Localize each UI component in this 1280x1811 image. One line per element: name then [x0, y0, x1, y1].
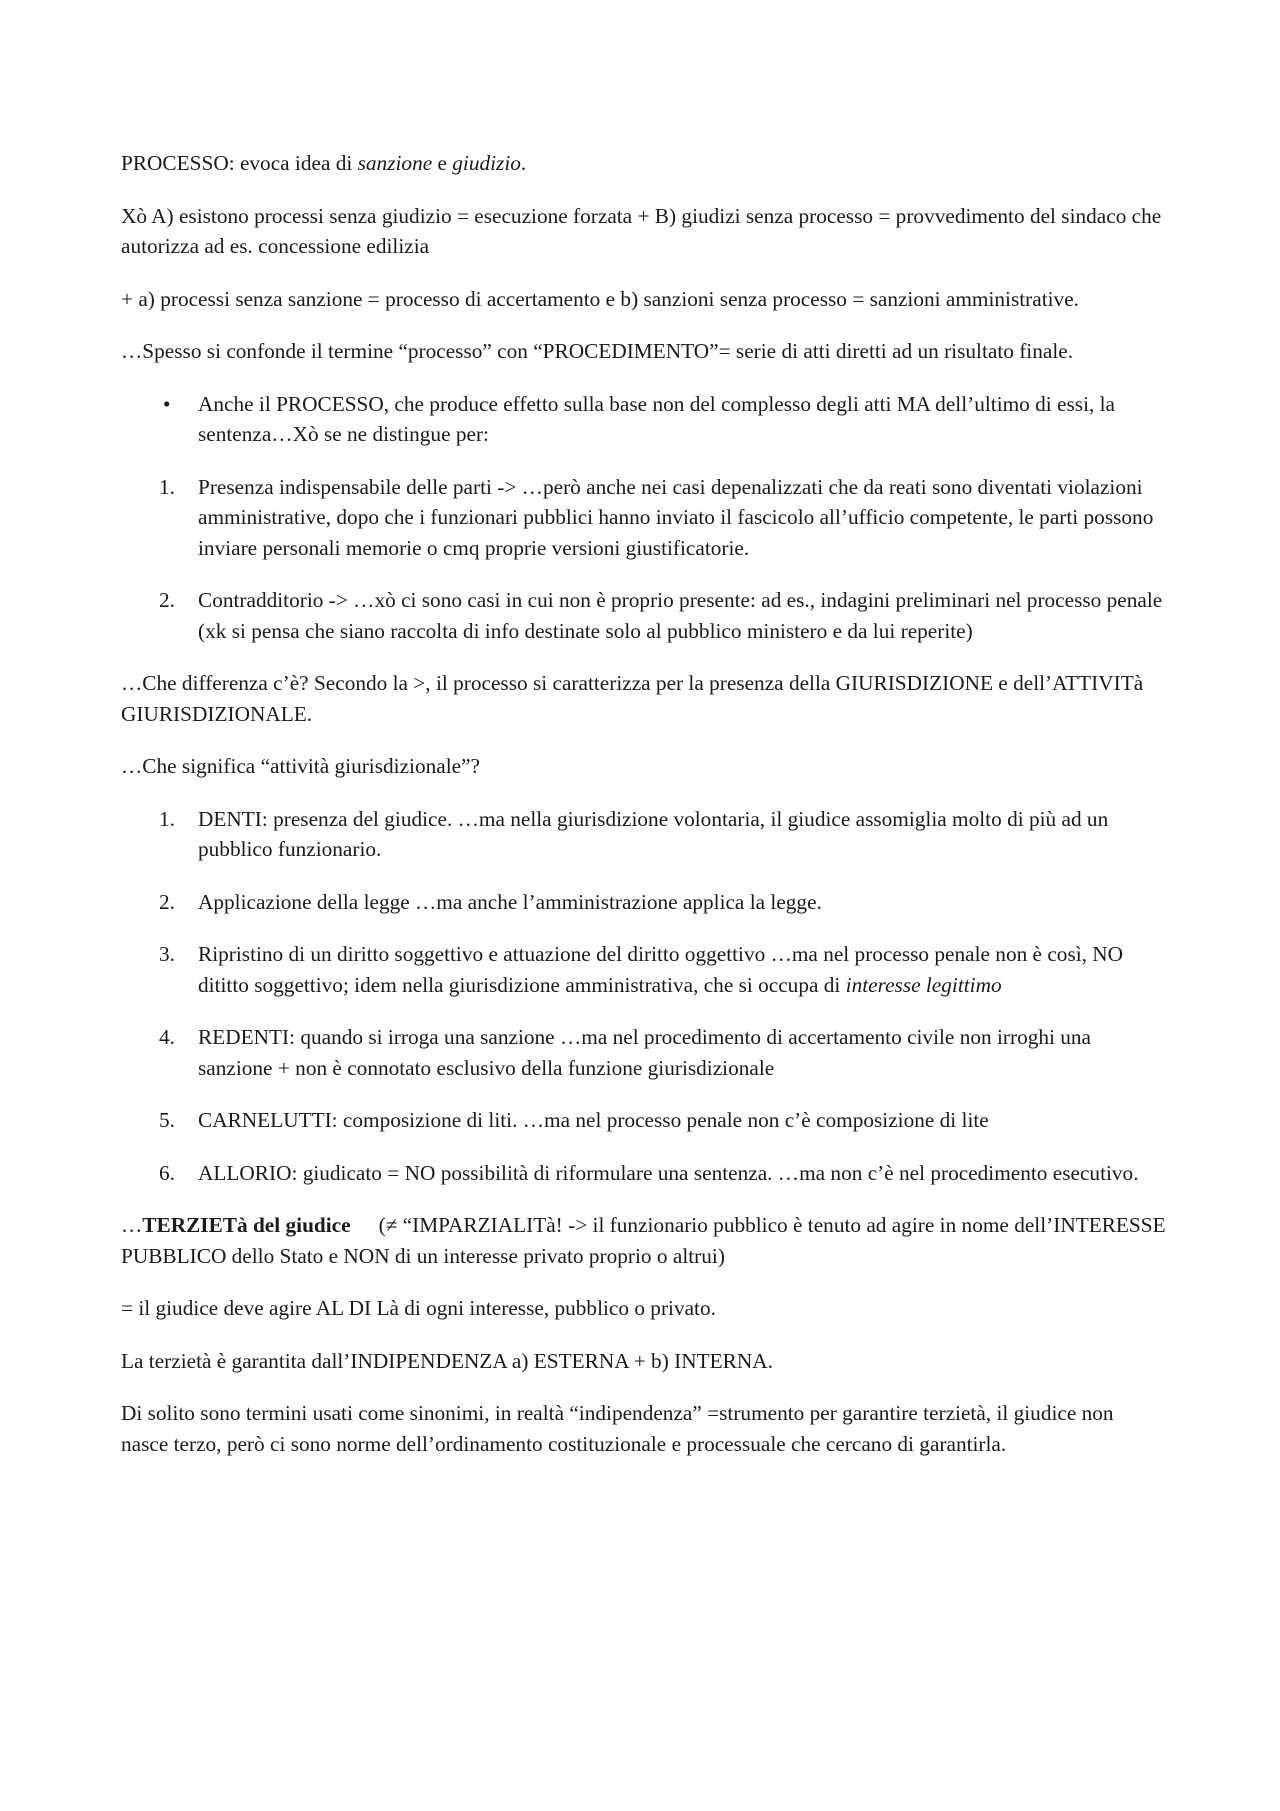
list-item-text: Presenza indispensabile delle parti -> …però anche nei casi depenalizzati che da reati sono diventati violazioni amministrative, dopo che i funzionari pubblici hanno inviato il fascicolo all’ufficio competente, le parti possono inviare personali memorie o cmq proprie versioni giustificatorie.: [198, 474, 1154, 560]
list-item-text: Applicazione della legge …ma anche l’amministrazione applica la legge.: [198, 889, 822, 914]
list-item: [121, 389, 1166, 450]
list-number: 1.: [159, 806, 175, 831]
numbered-list-theories: [121, 804, 1166, 1189]
list-item-text: Contradditorio -> …xò ci sono casi in cui non è proprio presente: ad es., indagini preliminari nel processo penale (xk si pensa che siano raccolta di info destinate solo al pubblico ministero e da lui reperite): [198, 588, 1163, 643]
text-run: (≠ “IMPARZIALITà! -> il funzionario pubblico è tenuto ad agire in nome dell’INTERESSE PUBBLICO dello Stato e NON di un interesse privato proprio o altrui): [121, 1213, 1166, 1268]
italic-interesse-legittimo: interesse legittimo: [845, 972, 1002, 997]
list-item: [121, 1022, 1166, 1083]
paragraph-sanzione: + a) processi senza sanzione = processo di accertamento e b) sanzioni senza processo = sanzioni amministrative.: [121, 286, 1079, 311]
list-item: [121, 585, 1166, 646]
list-item: [121, 804, 1166, 865]
text-run: .: [520, 151, 527, 175]
list-number: 6.: [159, 1160, 175, 1185]
list-item-text: Anche il PROCESSO, che produce effetto sulla base non del complesso degli atti MA dell’ultimo di essi, la sentenza…Xò se ne distingue per:: [198, 391, 1116, 446]
paragraph-terzieta: [121, 1210, 1166, 1271]
list-number: 1.: [159, 474, 175, 499]
list-number: 4.: [159, 1025, 175, 1049]
numbered-list-distinctions: [121, 472, 1166, 647]
bold-terzieta: TERZIETà del giudice: [142, 1213, 351, 1237]
list-number: 5.: [159, 1108, 175, 1132]
italic-sanzione: sanzione: [357, 151, 433, 175]
list-item-text: CARNELUTTI: composizione di liti. …ma nel processo penale non c’è composizione di lite: [198, 1108, 989, 1132]
list-item: [121, 939, 1166, 1000]
paragraph-al-di-la: = il giudice deve agire AL DI Là di ogni interesse, pubblico o privato.: [121, 1296, 716, 1320]
bullet-marker: •: [163, 391, 171, 416]
bullet-list: [121, 389, 1166, 450]
list-number: 2.: [159, 588, 175, 612]
paragraph-significato: …Che significa “attività giurisdizionale”?: [121, 754, 480, 778]
list-item: [121, 1158, 1166, 1189]
paragraph-processo: [121, 148, 1166, 179]
list-number: 3.: [159, 942, 175, 966]
list-item: [121, 472, 1166, 564]
list-number: 2.: [159, 889, 175, 914]
list-item: [121, 1105, 1166, 1136]
paragraph-sinonimi: Di solito sono termini usati come sinonimi, in realtà “indipendenza” =strumento per garantire terzietà, il giudice non nasce terzo, però ci sono norme dell’ordinamento costituzionale e processuale che cercano di garantirla.: [121, 1401, 1114, 1456]
paragraph-differenza: …Che differenza c’è? Secondo la >, il processo si caratterizza per la presenza della GIURISDIZIONE e dell’ATTIVITà GIURISDIZIONALE.: [121, 671, 1144, 726]
list-item-text: REDENTI: quando si irroga una sanzione …ma nel procedimento di accertamento civile non irroghi una sanzione + non è connotato esclusivo della funzione giurisdizionale: [198, 1025, 1092, 1080]
paragraph-xo: Xò A) esistono processi senza giudizio = esecuzione forzata + B) giudizi senza processo = provvedimento del sindaco che autorizza ad es. concessione edilizia: [121, 203, 1162, 258]
document-page: [121, 148, 1166, 1481]
list-item-text: ALLORIO: giudicato = NO possibilità di riformulare una sentenza. …ma non c’è nel procedimento esecutivo.: [198, 1160, 1139, 1185]
text-run: e: [432, 151, 453, 175]
list-item-text: Ripristino di un diritto soggettivo e attuazione del diritto oggettivo …ma nel processo penale non è così, NO dititto soggettivo; idem nella giurisdizione amministrativa, che si occupa di: [198, 942, 1124, 997]
paragraph-procedimento: …Spesso si confonde il termine “processo” con “PROCEDIMENTO”= serie di atti diretti ad un risultato finale.: [121, 339, 1074, 363]
italic-giudizio: giudizio: [452, 151, 521, 175]
paragraph-indipendenza: La terzietà è garantita dall’INDIPENDENZA a) ESTERNA + b) INTERNA.: [121, 1348, 773, 1373]
text-run: PROCESSO: evoca idea di: [121, 151, 358, 175]
text-run: …: [121, 1213, 143, 1237]
list-item-text: DENTI: presenza del giudice. …ma nella giurisdizione volontaria, il giudice assomiglia molto di più ad un pubblico funzionario.: [198, 806, 1109, 861]
list-item: [121, 887, 1166, 918]
